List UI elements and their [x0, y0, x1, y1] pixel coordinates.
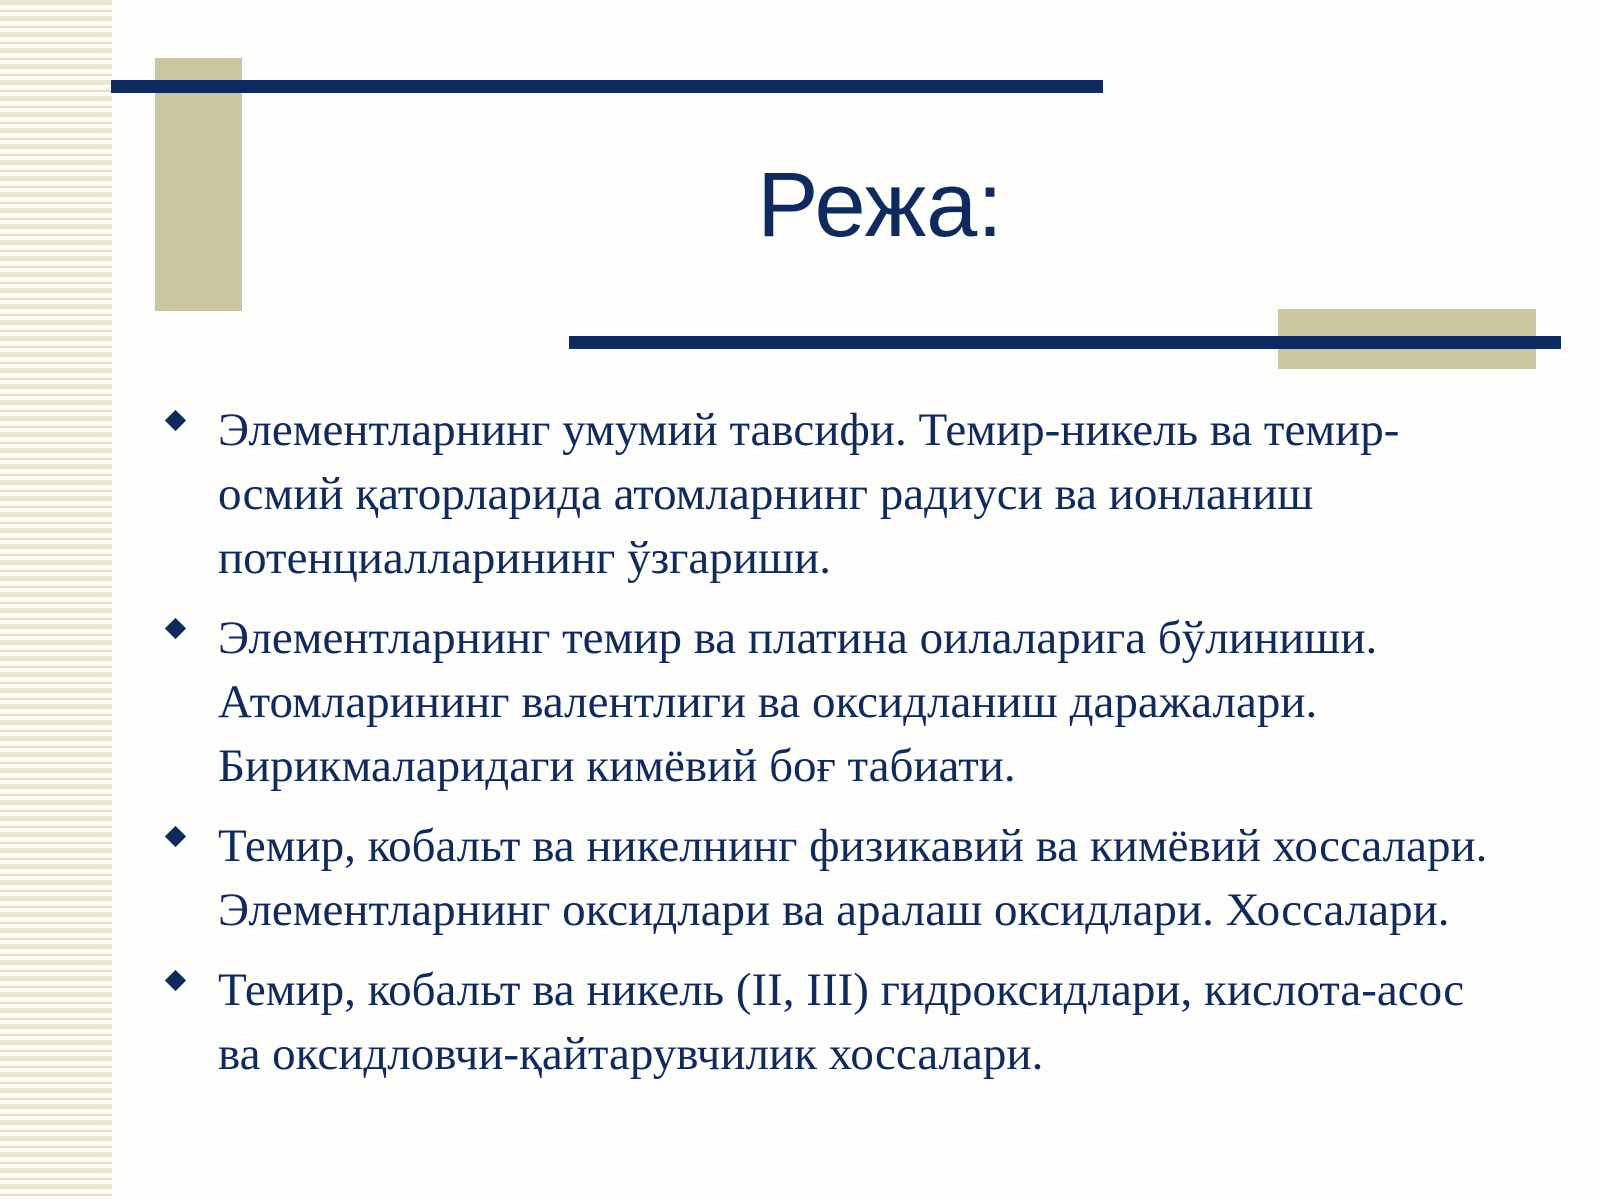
striped-side-panel: [0, 0, 112, 1200]
diamond-bullet-icon: [165, 826, 186, 847]
bullet-text: Темир, кобальт ва никель (II, III) гидроксидлари, кислота-асос ва оксидловчи-қайтарувчилик хоссалари.: [218, 964, 1465, 1080]
bullet-item: [160, 398, 1490, 590]
decorative-navy-line-top: [111, 80, 1103, 93]
bullet-item: [160, 814, 1490, 942]
slide-title: Режа:: [757, 154, 1003, 256]
diamond-bullet-icon: [165, 410, 186, 431]
bullet-text: Темир, кобальт ва никелнинг физикавий ва кимёвий хоссалари. Элементларнинг оксидлари ва аралаш оксидлари. Хоссалари.: [218, 820, 1488, 936]
bullet-text: Элементларнинг умумий тавсифи. Темир-никель ва темир-осмий қаторларида атомларнинг радиуси ва ионланиш потенциалларининг ўзгариши.: [218, 404, 1400, 584]
diamond-bullet-icon: [165, 618, 186, 639]
diamond-bullet-icon: [165, 970, 186, 991]
bullet-item: [160, 606, 1490, 798]
bullet-text: Элементларнинг темир ва платина оилаларига бўлиниши. Атомларининг валентлиги ва оксидланиш даражалари. Бирикмаларидаги кимёвий боғ табиати.: [218, 612, 1378, 792]
decorative-tan-block-top: [155, 58, 242, 311]
decorative-navy-line-bottom: [569, 336, 1561, 349]
bullet-item: [160, 958, 1490, 1086]
bullet-list: [160, 398, 1490, 1102]
